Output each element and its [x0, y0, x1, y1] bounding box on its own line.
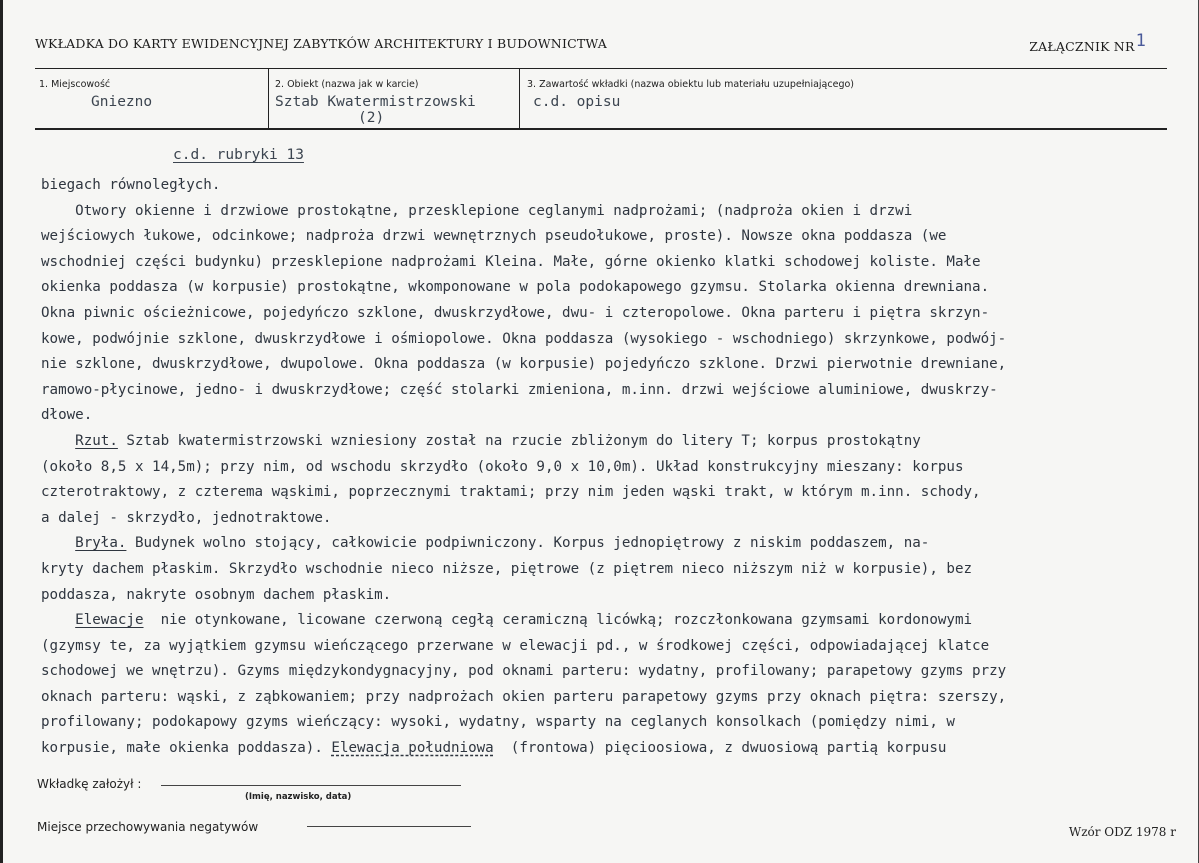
text-line: kryty dachem płaskim. Skrzydło wschodnie nieco niższe, piętrowe (z piętrem nieco niższym niż w korpusie), bez [41, 560, 973, 577]
field-value-obiekt: Sztab Kwatermistrzowski [275, 94, 476, 110]
text-line: profilowany; podokapowy gzyms wieńczący: wysoki, wydatny, wsparty na ceglanych konsolkach (pomiędzy nimi, w [41, 714, 955, 731]
bryla-paragraph-start [41, 531, 1181, 557]
field-divider-1 [268, 69, 269, 128]
text-line: dłowe. [41, 407, 93, 424]
text-line: oknach parteru: wąski, z ząbkowaniem; przy nadprożach okien parteru parapetowy gzyms przy oknach piętra: szerszy, [41, 688, 1007, 705]
text-line: Okna piwnic ościeżnicowe, pojedyńczo szklone, dwuskrzydłowe, dwu- i czteropolowe. Okna parteru i piętra skrzyn- [41, 304, 990, 321]
text-segment: (frontowa) pięcioosiowa, z dwuosiową partią korpusu [493, 740, 947, 757]
field-label-obiekt: 2. Obiekt (nazwa jak w karcie) [275, 79, 419, 90]
rzut-paragraph-start [41, 429, 1181, 455]
text-segment: Budynek wolno stojący, całkowicie podpiwniczony. Korpus jednopiętrowy z niskim poddaszem, na- [126, 535, 930, 552]
zalozyl-hint: (Imię, nazwisko, data) [245, 792, 352, 802]
text-line: wejściowych łukowe, odcinkowe; nadproża drzwi wewnętrznych pseudołukowe, proste). Nowsze okna poddasza (we [41, 228, 947, 245]
negatives-storage-label: Miejsce przechowywania negatywów [37, 820, 259, 834]
form-title: WKŁADKA DO KARTY EWIDENCYJNEJ ZABYTKÓW ARCHITEKTURY I BUDOWNICTWA [35, 36, 608, 51]
text-line: (gzymsy te, za wyjątkiem gzymsu wieńczącego przerwane w elewacji pd., w środkowej części, odpowiadającej klatce [41, 637, 990, 654]
field-label-zawartosc: 3. Zawartość wkładki (nazwa obiektu lub materiału uzupełniającego) [527, 79, 854, 90]
section-heading: c.d. rubryki 13 [173, 147, 304, 163]
text-line: a dalej - skrzydło, jednotraktowe. [41, 509, 332, 526]
elewacja-poludniowa-line [41, 736, 1181, 762]
rzut-heading: Rzut. [75, 432, 118, 449]
attachment-number [1029, 31, 1146, 56]
text-line: nie szklone, dwuskrzydłowe, dwupolowe. Okna poddasza (w korpusie) pojedyńczo szklone. Drzwi pierwotnie drewniane, [41, 356, 1007, 373]
zalozyl-label: Wkładkę założył : [37, 777, 142, 791]
field-divider-2 [519, 69, 520, 128]
field-value-obiekt-number: (2) [358, 110, 385, 126]
field-label-miejscowosc: 1. Miejscowość [39, 79, 111, 90]
header-top-rule [35, 68, 1167, 69]
attachment-number-value: 1 [1135, 31, 1146, 51]
text-line: okienka poddasza (w korpusie) prostokątne, wkomponowane w pola podokapowego gzymsu. Stolarka okienna drewniana. [41, 279, 990, 296]
field-value-miejscowosc: Gniezno [91, 94, 153, 110]
attachment-label: ZAŁĄCZNIK NR [1029, 39, 1135, 54]
description-text [41, 173, 1181, 762]
zalozyl-line [161, 785, 461, 786]
text-line: poddasza, nakryte osobnym dachem płaskim. [41, 586, 392, 603]
text-line: biegach równoległych. [41, 177, 221, 193]
header-bottom-rule [35, 128, 1167, 130]
text-line: schodowej we wnętrzu). Gzyms międzykondygnacyjny, pod oknami parteru: wydatny, profilowany; parapetowy gzyms przy [41, 663, 1007, 680]
text-segment: Sztab kwatermistrzowski wzniesiony został na rzucie zbliżonym do litery T; korpus prostokątny [117, 432, 921, 449]
text-line: Otwory okienne i drzwiowe prostokątne, przesklepione ceglanymi nadprożami; (nadproża okien i drzwi [41, 202, 913, 219]
form-version: Wzór ODZ 1978 r [1068, 825, 1176, 839]
elewacje-paragraph-start [41, 608, 1181, 634]
negatives-storage-line [307, 826, 471, 827]
text-line: czterotraktowy, z czterema wąskimi, poprzecznymi traktami; przy nim jeden wąski trakt, w którym m.inn. schody, [41, 484, 981, 501]
text-segment: nie otynkowane, licowane czerwoną cegłą ceramiczną licówką; rozczłonkowana gzymsami kordonowymi [143, 612, 973, 629]
text-segment: korpusie, małe okienka poddasza). [41, 740, 332, 757]
field-value-zawartosc: c.d. opisu [533, 94, 621, 110]
text-line: kowe, podwójnie szklone, dwuskrzydłowe i ośmiopolowe. Okna poddasza (wysokiego - wschodniego) skrzynkowe, podwój- [41, 330, 1007, 347]
bryla-heading: Bryła. [75, 535, 127, 552]
text-line: wschodniej części budynku) przesklepione nadprożami Kleina. Małe, górne okienko klatki schodowej koliste. Małe [41, 253, 981, 270]
elewacje-heading: Elewacje [75, 612, 144, 629]
elewacja-poludniowa-heading: Elewacja południowa [331, 740, 494, 757]
text-line: ramowo-płycinowe, jedno- i dwuskrzydłowe; część stolarki zmieniona, m.inn. drzwi wejściowe aluminiowe, dwuskrzy- [41, 381, 998, 398]
text-line: (około 8,5 x 14,5m); przy nim, od wschodu skrzydło (około 9,0 x 10,0m). Układ konstrukcyjny mieszany: korpus [41, 458, 964, 475]
